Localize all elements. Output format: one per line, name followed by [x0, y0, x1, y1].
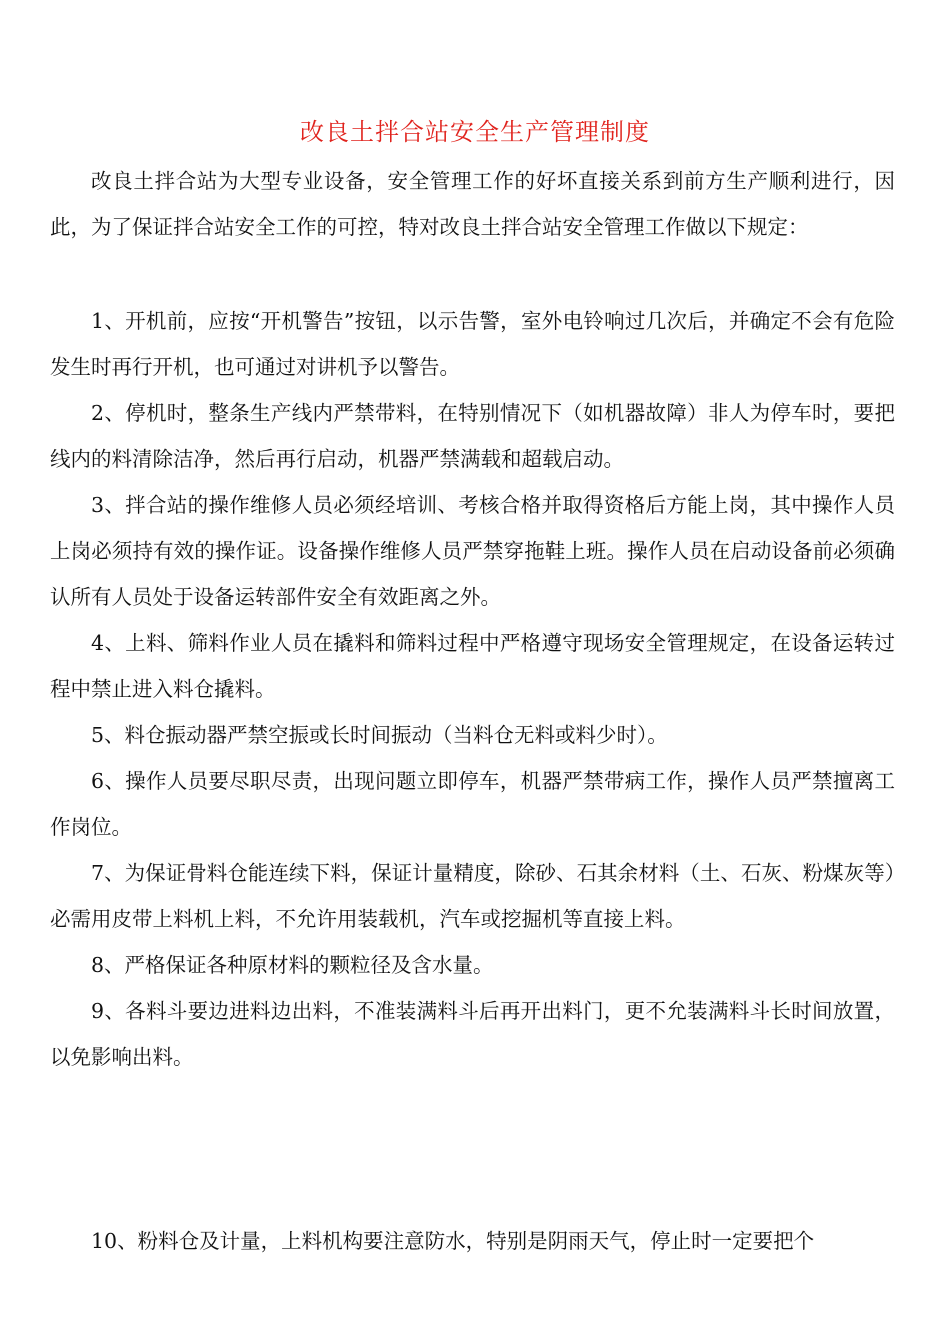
- rule-item-7: 7、为保证骨料仓能连续下料，保证计量精度，除砂、石其余材料（土、石灰、粉煤灰等）必需用皮带上料机上料，不允许用装载机，汽车或挖掘机等直接上料。: [50, 861, 895, 931]
- rule-item-8: 8、严格保证各种原材料的颗粒径及含水量。: [91, 953, 494, 977]
- rule-item-9: 9、各料斗要边进料边出料，不准装满料斗后再开出料门，更不允装满料斗长时间放置，以免影响出料。: [50, 999, 895, 1069]
- intro-paragraph: 改良土拌合站为大型专业设备，安全管理工作的好坏直接关系到前方生产顺利进行，因此，为了保证拌合站安全工作的可控，特对改良土拌合站安全管理工作做以下规定：: [50, 169, 895, 239]
- rule-item-10: 10、粉料仓及计量，上料机构要注意防水，特别是阴雨天气，停止时一定要把个: [91, 1229, 815, 1253]
- rule-item-3: 3、拌合站的操作维修人员必须经培训、考核合格并取得资格后方能上岗，其中操作人员上岗必须持有效的操作证。设备操作维修人员严禁穿拖鞋上班。操作人员在启动设备前必须确认所有人员处于设备运转部件安全有效距离之外。: [50, 493, 895, 609]
- rule-item-6: 6、操作人员要尽职尽责，出现问题立即停车，机器严禁带病工作，操作人员严禁擅离工作岗位。: [50, 769, 895, 839]
- rule-item-5: 5、料仓振动器严禁空振或长时间振动（当料仓无料或料少时）。: [91, 723, 668, 747]
- rule-item-2: 2、停机时，整条生产线内严禁带料，在特别情况下（如机器故障）非人为停车时，要把线内的料清除洁净，然后再行启动，机器严禁满载和超载启动。: [50, 401, 895, 471]
- document-title: 改良土拌合站安全生产管理制度: [300, 118, 650, 146]
- rule-item-1: 1、开机前，应按“开机警告”按钮，以示告警，室外电铃响过几次后，并确定不会有危险发生时再行开机，也可通过对讲机予以警告。: [50, 309, 895, 379]
- rule-item-4: 4、上料、筛料作业人员在撬料和筛料过程中严格遵守现场安全管理规定，在设备运转过程中禁止进入料仓撬料。: [50, 631, 895, 701]
